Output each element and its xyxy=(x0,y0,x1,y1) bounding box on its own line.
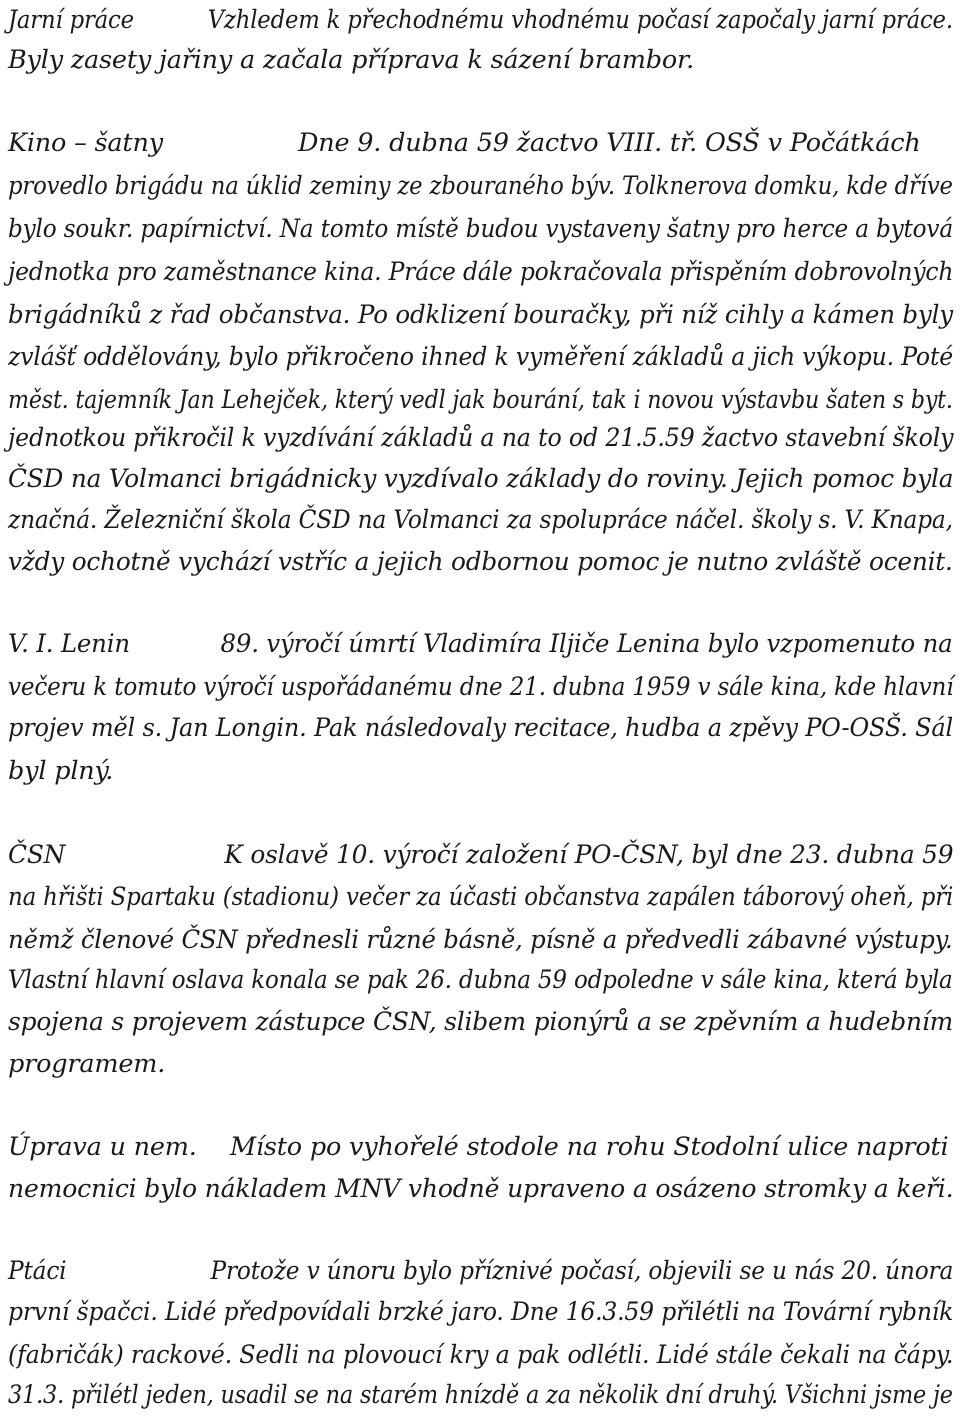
section-line: na hřišti Spartaku (stadionu) večer za účasti občanstva zapálen táborový oheň, při xyxy=(8,882,954,912)
section-heading: Ptáci xyxy=(8,1256,67,1286)
section-line: Vlastní hlavní oslava konala se pak 26. dubna 59 odpoledne v sále kina, která byla xyxy=(8,965,953,995)
section-heading: V. I. Lenin xyxy=(8,629,130,659)
section-heading: ČSN xyxy=(8,840,66,870)
section-line: měst. tajemník Jan Lehejček, který vedl jak bourání, tak i novou výstavbu šaten s byt. xyxy=(8,385,953,415)
section-line: Byly zasety jařiny a začala příprava k sázení brambor. xyxy=(8,45,695,75)
section-heading: Kino – šatny xyxy=(8,128,163,158)
section-line: (fabričák) rackové. Sedli na plovoucí kry a pak odlétli. Lidé stále čekali na čápy. xyxy=(8,1340,954,1370)
section-line xyxy=(8,624,953,664)
section-line: vždy ochotně vychází vstříc a jejich odbornou pomoc je nutno zvláště ocenit. xyxy=(8,547,953,577)
section-text: Dne 9. dubna 59 žactvo VIII. tř. OSŠ v Počátkách xyxy=(298,128,921,158)
section-line: provedlo brigádu na úklid zeminy ze zbouraného býv. Tolknerova domku, kde dříve xyxy=(8,171,953,201)
section-line: němž členové ČSN přednesli různé básně, písně a předvedli zábavné výstupy. xyxy=(8,925,953,955)
section-line: nemocnici bylo nákladem MNV vhodně upraveno a osázeno stromky a keři. xyxy=(8,1174,954,1204)
section-line: spojena s projevem zástupce ČSN, slibem pionýrů a se zpěvním a hudebním xyxy=(8,1007,954,1037)
section-line: jednotkou přikročil k vyzdívání základů a na to od 21.5.59 žactvo stavební školy xyxy=(8,423,954,453)
section-line: brigádníků z řad občanstva. Po odklizení bouračky, při níž cihly a kámen byly xyxy=(8,300,953,330)
section-line xyxy=(8,1127,949,1167)
section-text: 89. výročí úmrtí Vladimíra Iljiče Lenina bylo vzpomenuto na xyxy=(220,629,953,659)
section-line: značná. Železniční škola ČSD na Volmanci za spolupráce náčel. školy s. V. Knapa, xyxy=(8,505,953,535)
section-line: byl plný. xyxy=(8,756,114,786)
section-line: zvlášť oddělovány, bylo přikročeno ihned k vyměření základů a jich výkopu. Poté xyxy=(8,342,954,372)
section-line xyxy=(8,835,953,875)
section-line: ČSD na Volmanci brigádnicky vyzdívalo základy do roviny. Jejich pomoc byla xyxy=(8,464,954,494)
section-line: projev měl s. Jan Longin. Pak následovaly recitace, hudba a zpěvy PO-OSŠ. Sál xyxy=(8,713,954,743)
section-line: programem. xyxy=(8,1049,166,1079)
section-heading: Jarní práce xyxy=(8,5,134,35)
section-text: Místo po vyhořelé stodole na rohu Stodolní ulice naproti xyxy=(230,1132,949,1162)
section-heading: Úprava u nem. xyxy=(8,1132,197,1162)
section-line xyxy=(8,1251,953,1291)
section-line: 31.3. přilétl jeden, usadil se na starém hnízdě a za několik dní druhý. Všichni jsme je xyxy=(8,1380,953,1410)
section-line: jednotka pro zaměstnance kina. Práce dále pokračovala přispěním dobrovolných xyxy=(8,257,954,287)
section-line: večeru k tomuto výročí uspořádanému dne 21. dubna 1959 v sále kina, kde hlavní xyxy=(8,672,954,702)
section-text: Vzhledem k přechodnému vhodnému počasí započaly jarní práce. xyxy=(207,5,953,35)
section-line: první špačci. Lidé předpovídali brzké jaro. Dne 16.3.59 přilétli na Tovární rybník xyxy=(8,1297,954,1327)
section-text: K oslavě 10. výročí založení PO-ČSN, byl dne 23. dubna 59 xyxy=(224,840,954,870)
section-text: Protože v únoru bylo příznivé počasí, objevili se u nás 20. února xyxy=(210,1256,954,1286)
section-line xyxy=(8,0,953,40)
section-line: bylo soukr. papírnictví. Na tomto místě budou vystaveny šatny pro herce a bytová xyxy=(8,214,953,244)
section-line xyxy=(8,123,921,163)
